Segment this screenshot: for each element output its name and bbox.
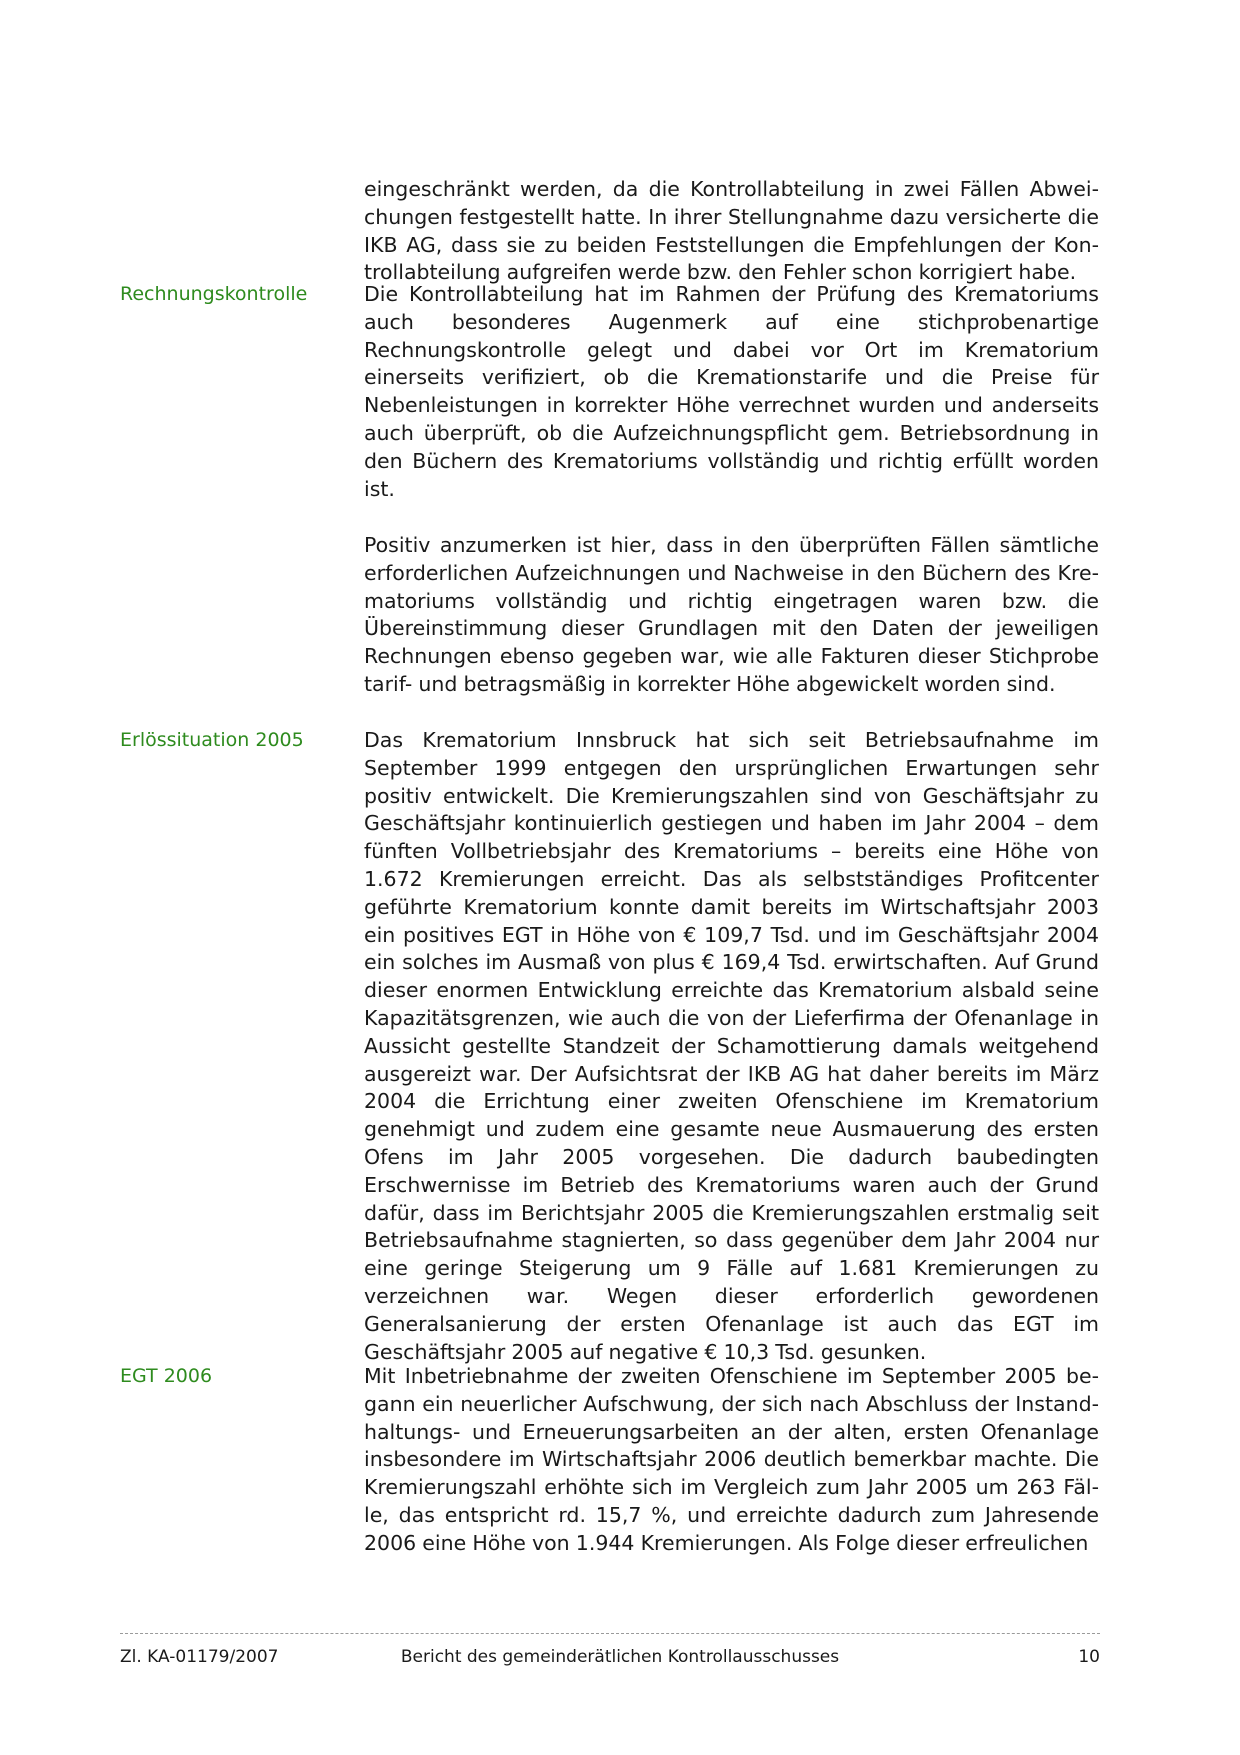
paragraph-erloessituation-2005: Das Krematorium Innsbruck hat sich seit Betriebsaufnahme im September 1999 entgegen den ursprünglichen Erwartungen sehr positiv entwickelt. Die Kremierungszahlen sind von Geschäftsjahr zu Geschäftsjahr kontinuierlich gestiegen und haben im Jahr 2004 – dem fünften Vollbetriebsjahr des Krematoriums – bereits eine Höhe von 1.672 Kremierungen erreicht. Das als selbstständiges Profitcenter geführte Krematorium konnte damit bereits im Wirtschaftsjahr 2003 ein positives EGT in Höhe von € 109,7 Tsd. und im Geschäftsjahr 2004 ein solches im Ausmaß von plus € 169,4 Tsd. erwirtschaften. Auf Grund dieser enormen Entwicklung erreichte das Krematorium alsbald seine Kapazitätsgrenzen, wie auch die von der Lieferfirma der Ofenanlage in Aussicht gestellte Standzeit der Schamottierung damals weitgehend ausgereizt war. Der Aufsichtsrat der IKB AG hat daher bereits im März 2004 die Errichtung einer zweiten Ofenschiene im Krematorium genehmigt und zudem eine gesamte neue Ausmauerung des ersten Ofens im Jahr 2005 vorgesehen. Die dadurch baubedingten Erschwernisse im Betrieb des Krematoriums waren auch der Grund dafür, dass im Berichtsjahr 2005 die Kremierungszahlen erstmalig seit Betriebsaufnahme stagnierten, so dass gegenüber dem Jahr 2004 nur eine geringe Steigerung um 9 Fälle auf 1.681 Kremierungen zu verzeichnen war. Wegen dieser erforderlich gewordenen Generalsanierung der ersten Ofenanlage ist auch das EGT im Geschäftsjahr 2005 auf negative € 10,3 Tsd. gesunken. [364,728,1099,1364]
paragraph-rechnungskontrolle-2: Positiv anzumerken ist hier, dass in den überprüften Fällen sämtliche erforderlichen Aufzeichnungen und Nachweise in den Büchern des Krematoriums vollständig und richtig eingetragen waren bzw. die Übereinstimmung dieser Grundlagen mit den Daten der jeweiligen Rechnungen ebenso gegeben war, wie alle Fakturen dieser Stichprobe tarif- und betragsmäßig in korrekter Höhe abgewickelt worden sind. [364,533,1099,696]
side-label-egt-2006: EGT 2006 [120,1365,213,1387]
side-label-rechnungskontrolle: Rechnungskontrolle [120,283,308,305]
paragraph-continuation: eingeschränkt werden, da die Kontrollabteilung in zwei Fällen Abweichungen festgestellt hatte. In ihrer Stellungnahme dazu versicherte die IKB AG, dass sie zu beiden Feststellungen die Empfehlungen der Kontrollabteilung aufgreifen werde bzw. den Fehler schon korrigiert habe. [364,177,1099,285]
footer-page-number: 10 [1078,1647,1100,1667]
paragraph-rechnungskontrolle-1: Die Kontrollabteilung hat im Rahmen der Prüfung des Krematoriums auch besonderes Augenmerk auf eine stichprobenartige Rechnungskontrolle gelegt und dabei vor Ort im Krematorium einerseits verifiziert, ob die Kremationstarife und die Preise für Nebenleistungen in korrekter Höhe verrechnet wurden und anderseits auch überprüft, ob die Aufzeichnungspflicht gem. Betriebsordnung in den Büchern des Krematoriums vollständig und richtig erfüllt worden ist. [364,282,1099,501]
paragraph-egt-2006: Mit Inbetriebnahme der zweiten Ofenschiene im September 2005 begann ein neuerlicher Aufschwung, der sich nach Abschluss der Instandhaltungs- und Erneuerungsarbeiten an der alten, ersten Ofenanlage insbesondere im Wirtschaftsjahr 2006 deutlich bemerkbar machte. Die Kremierungszahl erhöhte sich im Vergleich zum Jahr 2005 um 263 Fälle, das entspricht rd. 15,7 %, und erreichte dadurch zum Jahresende 2006 eine Höhe von 1.944 Kremierungen. Als Folge dieser erfreulichen [364,1364,1099,1555]
side-label-erloessituation-2005: Erlössituation 2005 [120,729,304,751]
footer-divider [120,1633,1100,1634]
footer-reference: Zl. KA-01179/2007 [120,1647,279,1667]
footer-title: Bericht des gemeinderätlichen Kontrollausschusses [400,1647,840,1667]
